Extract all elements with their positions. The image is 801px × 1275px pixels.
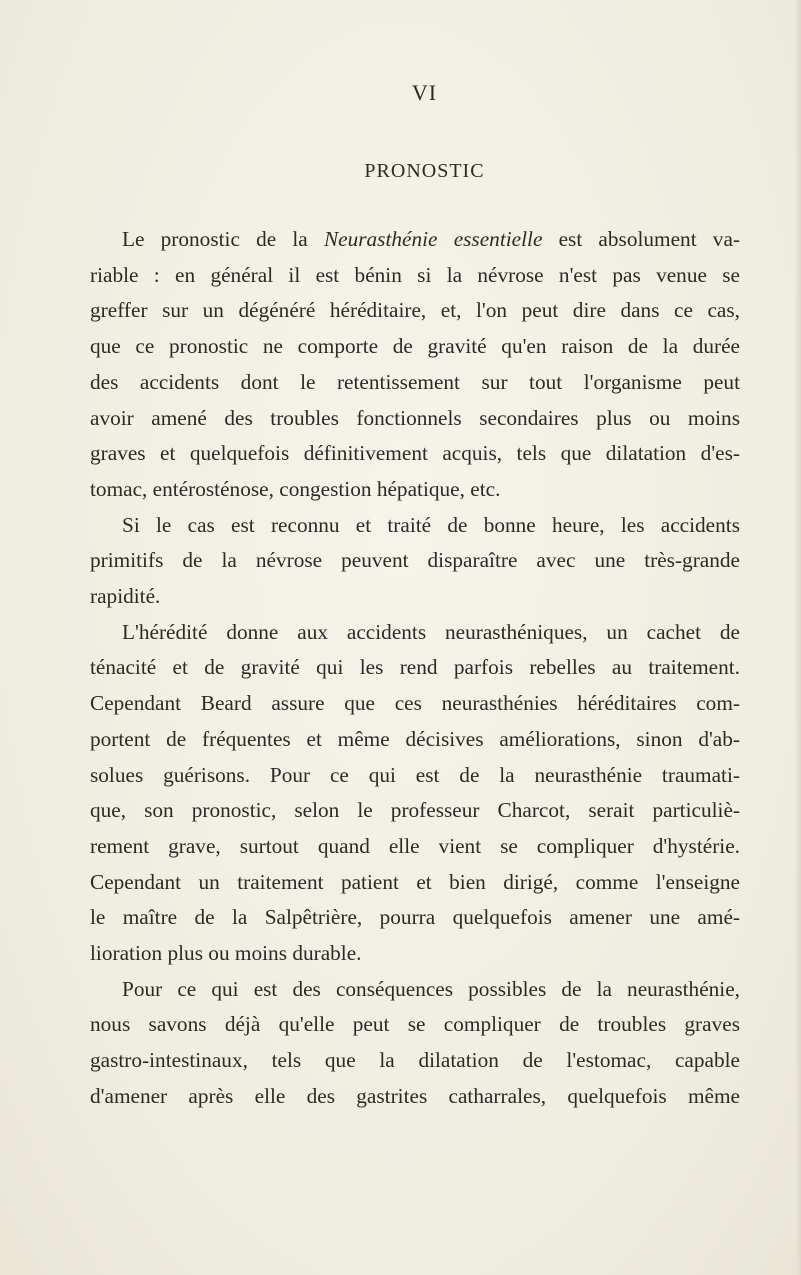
text-line: primitifs de la névrose peuvent disparaître avec une très-grande <box>90 548 740 573</box>
page-edge <box>795 0 801 1275</box>
chapter-number: VI <box>411 80 438 105</box>
text-line: le maître de la Salpêtrière, pourra quelquefois amener une amé- <box>90 905 740 930</box>
text-line: ténacité et de gravité qui les rend parfois rebelles au traitement. <box>90 655 740 680</box>
text-run: Le pronostic de la <box>122 227 324 251</box>
text-line: Cependant un traitement patient et bien dirigé, comme l'enseigne <box>90 869 740 894</box>
paragraph <box>90 972 740 1115</box>
text-line <box>90 222 740 258</box>
text-line: nous savons déjà qu'elle peut se compliquer de troubles graves <box>90 1012 740 1037</box>
text-line: L'hérédité donne aux accidents neurasthéniques, un cachet de <box>122 619 740 644</box>
text-line: Pour ce qui est des conséquences possibles de la neurasthénie, <box>122 976 740 1001</box>
text-line: tomac, entérosténose, congestion hépatique, etc. <box>90 476 501 501</box>
body-text <box>90 222 740 1115</box>
paragraph <box>90 508 740 615</box>
text-line: gastro-intestinaux, tels que la dilatation de l'estomac, capable <box>90 1048 740 1073</box>
text-line: des accidents dont le retentissement sur tout l'organisme peut <box>90 369 740 394</box>
text-line: rement grave, surtout quand elle vient se compliquer d'hystérie. <box>90 833 740 858</box>
text-line: Si le cas est reconnu et traité de bonne heure, les accidents <box>122 512 740 537</box>
text-line: d'amener après elle des gastrites catharrales, quelquefois même <box>90 1083 740 1108</box>
text-line: que, son pronostic, selon le professeur Charcot, serait particuliè- <box>90 798 740 823</box>
text-line: riable : en général il est bénin si la névrose n'est pas venue se <box>90 262 740 287</box>
text-line: portent de fréquentes et même décisives améliorations, sinon d'ab- <box>90 726 740 751</box>
paragraph <box>90 615 740 972</box>
italic-phrase: Neurasthénie essentielle <box>323 227 543 251</box>
paragraph <box>90 222 740 508</box>
text-line: graves et quelquefois définitivement acquis, tels que dilatation d'es- <box>90 441 740 466</box>
text-line: greffer sur un dégénéré héréditaire, et, l'on peut dire dans ce cas, <box>90 298 740 323</box>
chapter-title: PRONOSTIC <box>364 160 485 182</box>
text-line: que ce pronostic ne comporte de gravité qu'en raison de la durée <box>90 334 740 359</box>
text-line: lioration plus ou moins durable. <box>90 941 362 966</box>
text-run: est absolument va- <box>542 227 740 251</box>
text-line: avoir amené des troubles fonctionnels secondaires plus ou moins <box>90 405 740 430</box>
text-line: solues guérisons. Pour ce qui est de la neurasthénie traumati- <box>90 762 740 787</box>
text-line: Cependant Beard assure que ces neurasthénies héréditaires com- <box>90 691 740 716</box>
text-line: rapidité. <box>90 584 161 609</box>
